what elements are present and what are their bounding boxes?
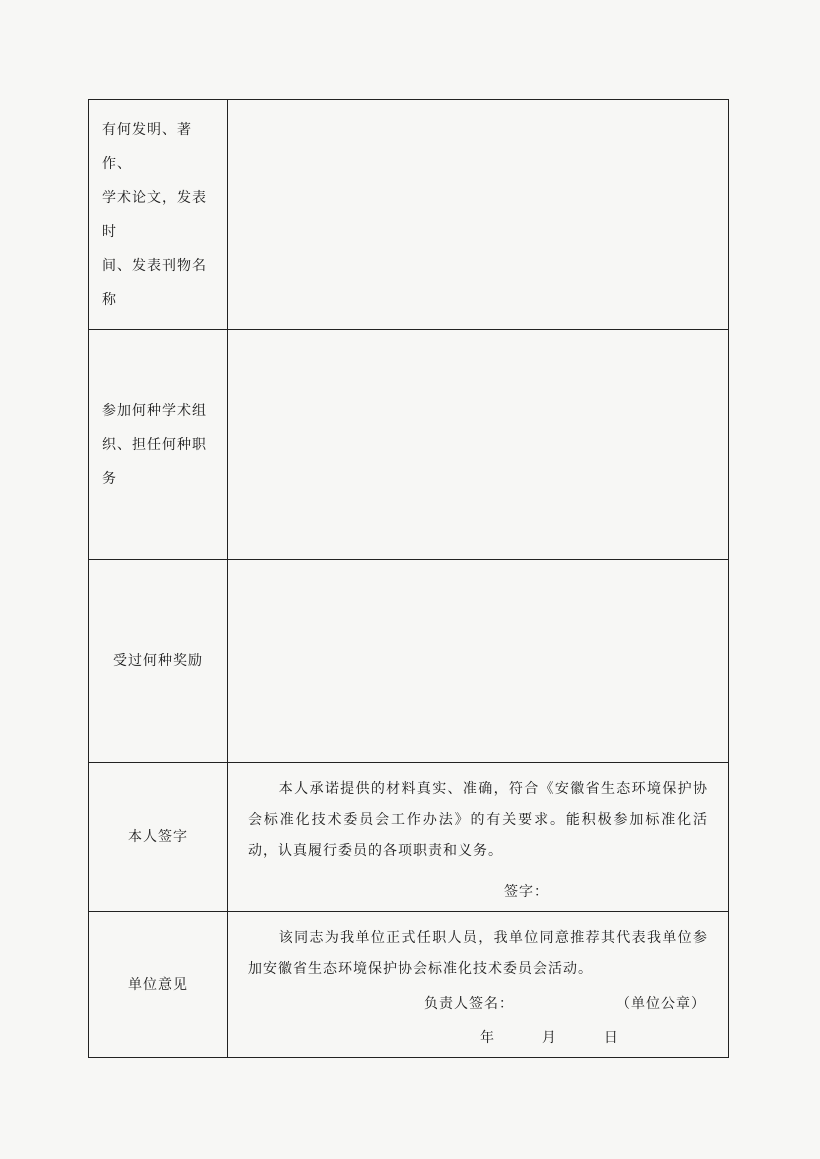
unit-opinion-content-cell [228,912,729,1058]
date-day-label: 日 [603,1029,619,1046]
inventions-row [89,100,729,330]
awards-label: 受过何种奖励 [113,653,203,669]
unit-opinion-statement: 该同志为我单位正式任职人员，我单位同意推荐其代表我单位参加安徽省生态环境保护协会标准化技术委员会活动。 [248,929,708,977]
unit-opinion-sign-row [248,993,708,1013]
signature-label: 本人签字 [128,829,188,845]
organizations-row [89,330,729,560]
signature-content-cell [228,763,729,912]
application-form-table [88,99,729,1058]
awards-content-field[interactable] [228,560,729,763]
date-year-label: 年 [480,1029,495,1046]
unit-opinion-row [89,912,729,1058]
unit-seal-field[interactable]: （单位公章） [616,995,706,1012]
inventions-label [102,113,214,317]
organizations-content-field[interactable] [228,330,729,560]
inventions-label-line: 间、发表刊物名称 [102,257,207,308]
date-month-label: 月 [541,1029,557,1046]
inventions-label-cell [89,100,228,330]
signature-row [89,763,729,912]
inventions-label-line: 学术论文，发表时 [102,189,207,240]
unit-opinion-label: 单位意见 [128,976,188,993]
organizations-label [102,394,214,496]
date-field[interactable] [248,1027,708,1047]
unit-opinion-label-cell [89,912,228,1058]
leader-signature-field[interactable]: 负责人签名： [424,995,514,1012]
inventions-content-field[interactable] [228,100,729,330]
signature-field[interactable]: 签字： [504,883,549,900]
organizations-label-cell [89,330,228,560]
inventions-label-line: 有何发明、著作、 [102,121,192,172]
signature-label-cell [89,763,228,912]
organizations-label-line: 织、担任何种职务 [102,436,207,487]
organizations-label-line: 参加何种学术组 [102,402,207,419]
awards-label-cell [89,560,228,763]
signature-statement: 本人承诺提供的材料真实、准确，符合《安徽省生态环境保护协会标准化技术委员会工作办法》的有关要求。能积极参加标准化活动，认真履行委员的各项职责和义务。 [248,780,708,859]
awards-row [89,560,729,763]
